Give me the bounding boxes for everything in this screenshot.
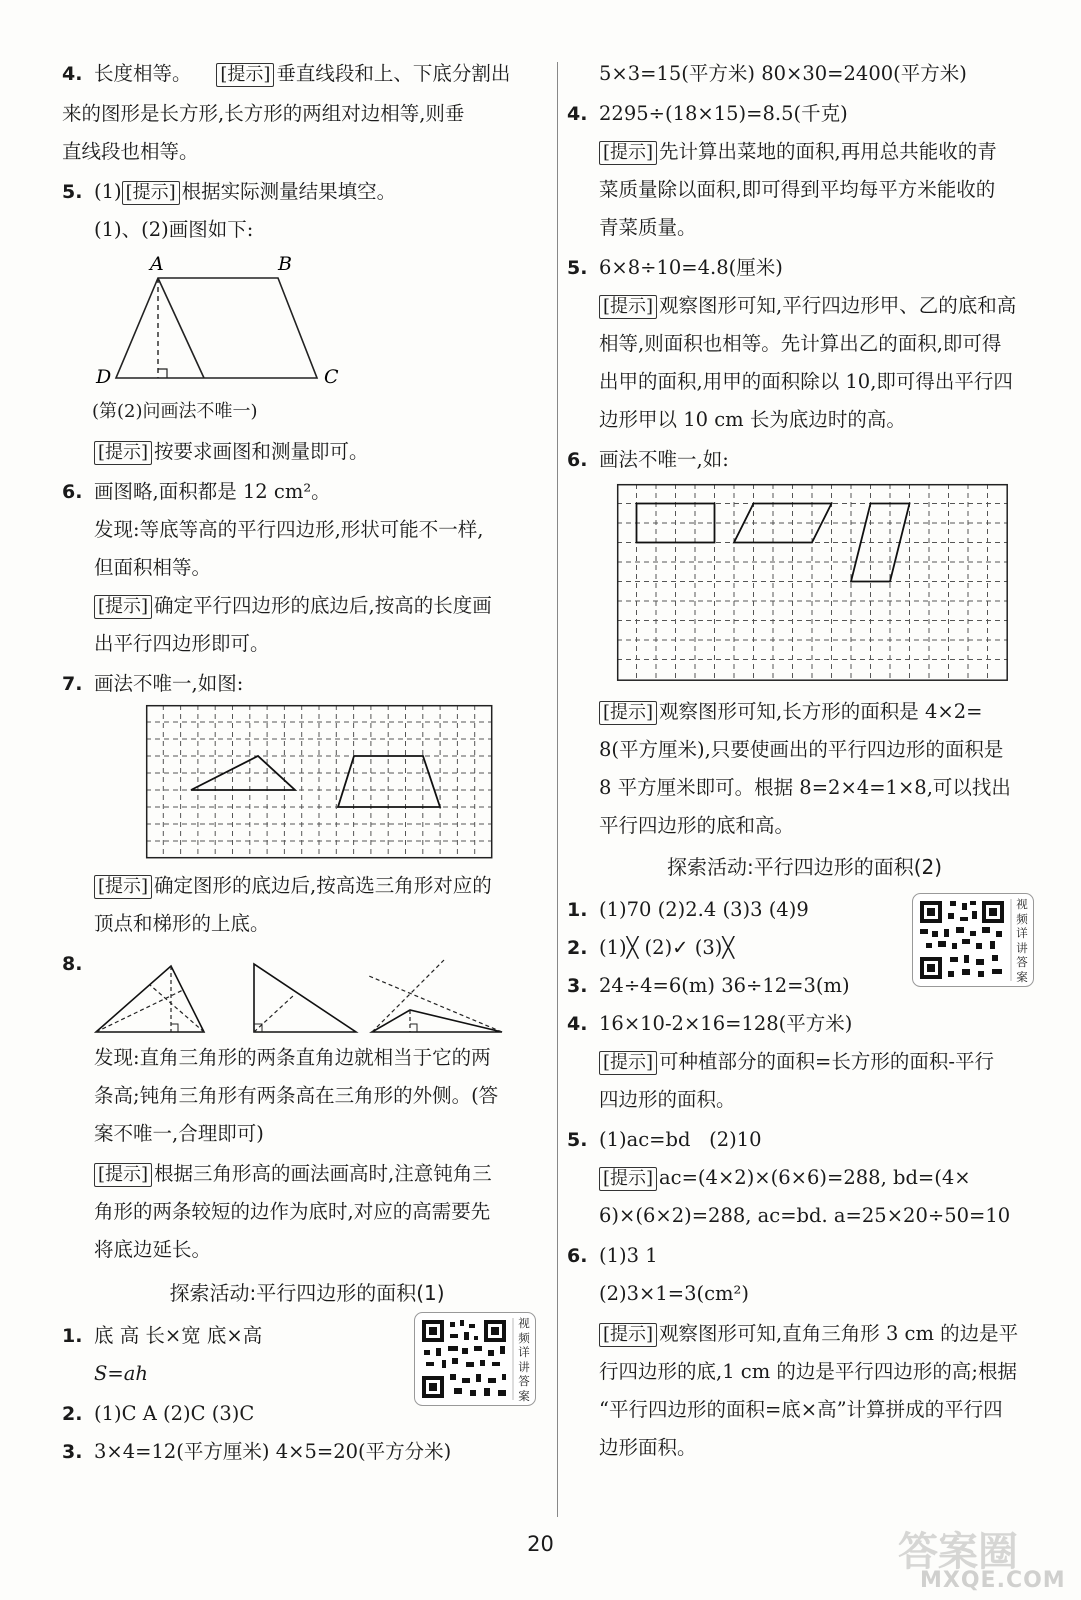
vertex-label-b: B bbox=[278, 253, 292, 275]
s2-q4: 4. 16×10-2×16=128(平方米) bbox=[567, 1012, 853, 1035]
r-q4-line3: 菜质量除以面积,即可得到平均每平方米能收的 bbox=[599, 178, 996, 201]
r-q6-line5: 平行四边形的底和高。 bbox=[599, 814, 795, 837]
diagonal-line bbox=[158, 278, 204, 378]
r-q6-grid-figure bbox=[617, 484, 1009, 682]
r-q5-line2: [提示] 观察图形可知,平行四边形甲、乙的底和高 bbox=[567, 292, 1016, 320]
qr-code-2[interactable] bbox=[912, 893, 1034, 991]
watermark-url: MXQE.COM bbox=[920, 1568, 1066, 1593]
s2-q6-line1: 6. (1)3 1 bbox=[567, 1244, 658, 1267]
q5-line2: (1)、(2)画图如下: bbox=[94, 218, 254, 241]
r-q6-line3: 8(平方厘米),只要使画出的平行四边形的面积是 bbox=[599, 738, 1004, 761]
s2-q5-tip: [提示] ac=(4×2)×(6×6)=288, bd=(4× bbox=[567, 1164, 971, 1192]
r-q6-line4: 8 平方厘米即可。根据 8=2×4=1×8,可以找出 bbox=[599, 776, 1011, 799]
watermark-logo: 答案圈 bbox=[898, 1529, 1018, 1575]
q8-line5: 角形的两条较短的边作为底时,对应的高需要先 bbox=[94, 1200, 491, 1223]
q8-line4: [提示] 根据三角形高的画法画高时,注意钝角三 bbox=[62, 1160, 492, 1188]
vertex-label-c: C bbox=[324, 366, 339, 388]
hint-tag: [提示] bbox=[94, 441, 152, 465]
r-q5-line5: 边形甲以 10 cm 长为底边时的高。 bbox=[599, 408, 906, 431]
r-q6-line2: [提示] 观察图形可知,长方形的面积是 4×2= bbox=[567, 698, 982, 726]
s2-q2: 2. (1)╳ (2)✓ (3)╳ bbox=[567, 936, 735, 959]
q7-grid-lines bbox=[146, 705, 492, 858]
right-angle-mark bbox=[158, 369, 167, 378]
s1-q1-line1: 1. 底 高 长×宽 底×高 bbox=[62, 1324, 263, 1347]
hint-tag: [提示] bbox=[599, 701, 657, 725]
r-q5-line1: 5. 6×8÷10=4.8(厘米) bbox=[567, 256, 783, 279]
hint-tag: [提示] bbox=[599, 1051, 657, 1075]
r-q4-line1: 4. 2295÷(18×15)=8.5(千克) bbox=[567, 102, 848, 125]
q4-line2: 来的图形是长方形,长方形的两组对边相等,则垂 bbox=[62, 102, 465, 125]
q8-triangle-1 bbox=[96, 966, 204, 1032]
r-q4-line4: 青菜质量。 bbox=[599, 216, 697, 239]
hint-tag: [提示] bbox=[94, 595, 152, 619]
q8-triangle-2 bbox=[254, 964, 356, 1032]
s2-q4-line3: 四边形的面积。 bbox=[599, 1088, 736, 1111]
q8-triangles-figure bbox=[94, 962, 544, 1037]
page-number: 20 bbox=[527, 1532, 554, 1556]
qr-label: 视频详讲答案 bbox=[518, 1316, 530, 1403]
qr-label: 视频详讲答案 bbox=[1016, 897, 1028, 984]
r-q5-line3: 相等,则面积也相等。先计算出乙的面积,即可得 bbox=[599, 332, 1002, 355]
hint-tag: [提示] bbox=[599, 141, 657, 165]
s2-q4-tip: [提示] 可种植部分的面积=长方形的面积-平行 bbox=[567, 1048, 994, 1076]
q8-line6: 将底边延长。 bbox=[94, 1238, 212, 1261]
hint-tag: [提示] bbox=[599, 1167, 657, 1191]
hint-tag: [提示] bbox=[122, 181, 180, 205]
trapezoid-figure bbox=[92, 250, 339, 388]
section-title-1: 探索活动:平行四边形的面积(1) bbox=[169, 1281, 445, 1305]
r-q5-line4: 出甲的面积,用甲的面积除以 10,即可得出平行四 bbox=[599, 370, 1013, 393]
r-q4-line2: [提示] 先计算出菜地的面积,再用总共能收的青 bbox=[567, 138, 997, 166]
section-title-2: 探索活动:平行四边形的面积(2) bbox=[666, 855, 943, 879]
q7-line3: 顶点和梯形的上底。 bbox=[94, 912, 270, 935]
q7-grid-figure bbox=[146, 705, 496, 859]
q5-line1: 5. (1) [提示] 根据实际测量结果填空。 bbox=[62, 180, 397, 203]
q8-line2: 条高;钝角三角形有两条高在三角形的外侧。(答 bbox=[94, 1084, 499, 1107]
q4-line3: 直线段也相等。 bbox=[62, 140, 199, 163]
s1-q3: 3. 3×4=12(平方厘米) 4×5=20(平方分米) bbox=[62, 1440, 452, 1463]
s2-q6-tip: [提示] 观察图形可知,直角三角形 3 cm 的边是平 bbox=[567, 1320, 1018, 1348]
q8-num: 8. bbox=[62, 953, 83, 975]
s2-q6-line6: 边形面积。 bbox=[599, 1436, 697, 1459]
s1-q1-line2: S=ah bbox=[94, 1362, 148, 1385]
q6-line3: 但面积相等。 bbox=[94, 556, 212, 579]
q4-line1: 4. 长度相等。 [提示] 垂直线段和上、下底分割出 bbox=[62, 62, 511, 85]
q8-line1: 发现:直角三角形的两条直角边就相当于它的两 bbox=[94, 1046, 491, 1069]
column-divider bbox=[557, 62, 558, 1517]
qr-code-1[interactable] bbox=[414, 1312, 536, 1410]
hint-tag: [提示] bbox=[599, 1323, 657, 1347]
s2-q6-line5: “平行四边形的面积=底×高”计算拼成的平行四 bbox=[599, 1398, 1003, 1421]
trapezoid-shape bbox=[116, 278, 317, 378]
q5-tip: [提示] 按要求画图和测量即可。 bbox=[62, 438, 369, 466]
q6-line5: 出平行四边形即可。 bbox=[94, 632, 270, 655]
s2-q6-line4: 行四边形的底,1 cm 的边是平行四边形的高;根据 bbox=[599, 1360, 1017, 1383]
s2-q6-line2: (2)3×1=3(cm²) bbox=[599, 1282, 749, 1305]
q7-triangle bbox=[191, 756, 295, 790]
q5-note: (第(2)问画法不唯一) bbox=[92, 401, 258, 422]
q7-line2: [提示] 确定图形的底边后,按高选三角形对应的 bbox=[62, 872, 492, 900]
q7-line1: 7. 画法不唯一,如图: bbox=[62, 672, 244, 695]
q6-line1: 6. 画图略,面积都是 12 cm²。 bbox=[62, 480, 331, 503]
q6-line2: 发现:等底等高的平行四边形,形状可能不一样, bbox=[94, 518, 484, 541]
s2-q5-line3: 6)×(6×2)=288, ac=bd. a=25×20÷50=10 bbox=[599, 1204, 1011, 1227]
s2-q1: 1. (1)70 (2)2.4 (3)3 (4)9 bbox=[567, 898, 809, 921]
s1-q2: 2. (1)C A (2)C (3)C bbox=[62, 1402, 255, 1425]
hint-tag: [提示] bbox=[599, 295, 657, 319]
q8-triangle-3 bbox=[372, 1010, 502, 1032]
s2-q3: 3. 24÷4=6(m) 36÷12=3(m) bbox=[567, 974, 850, 997]
s2-q5: 5. (1)ac=bd (2)10 bbox=[567, 1128, 762, 1151]
r-q6-line1: 6. 画法不唯一,如: bbox=[567, 448, 729, 471]
q6-line4: [提示] 确定平行四边形的底边后,按高的长度画 bbox=[62, 592, 492, 620]
r-q6-grid-lines bbox=[617, 484, 1007, 680]
hint-tag: [提示] bbox=[94, 1163, 152, 1187]
hint-tag: [提示] bbox=[94, 875, 152, 899]
vertex-label-a: A bbox=[150, 253, 164, 275]
q8-line3: 案不唯一,合理即可) bbox=[94, 1122, 264, 1145]
q3-continued: 5×3=15(平方米) 80×30=2400(平方米) bbox=[599, 62, 967, 85]
vertex-label-d: D bbox=[96, 366, 112, 388]
hint-tag: [提示] bbox=[216, 63, 274, 87]
